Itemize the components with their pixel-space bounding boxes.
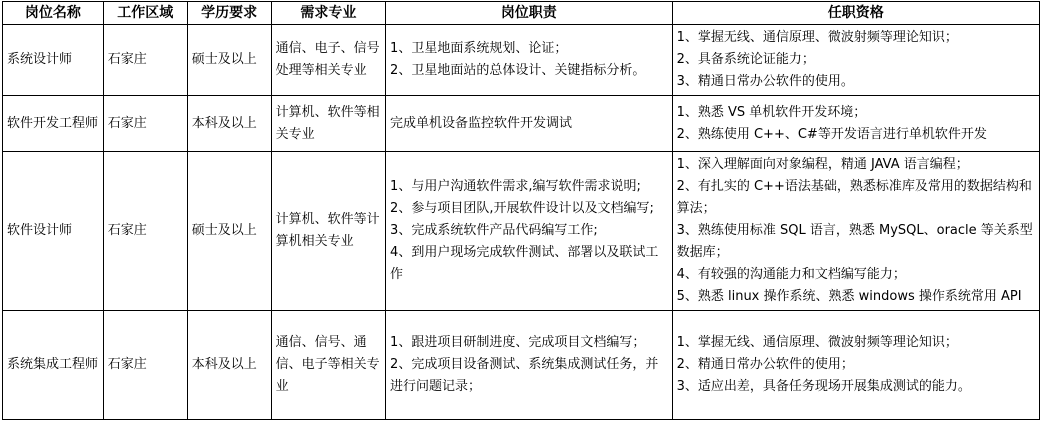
duty-line: 1、跟进项目研制进度、完成项目文档编写； <box>390 335 646 350</box>
table-row <box>3 96 1040 152</box>
cell-major: 计算机、软件等相关专业 <box>271 96 385 152</box>
duty-line: 3、完成系统软件产品代码编写工作; <box>390 223 598 238</box>
cell-position-name: 软件开发工程师 <box>3 96 104 152</box>
qualification-line: 4、有较强的沟通能力和文档编写能力； <box>676 267 906 282</box>
cell-work-area: 石家庄 <box>103 25 187 96</box>
cell-education: 硕士及以上 <box>187 152 271 311</box>
cell-work-area: 石家庄 <box>103 311 187 420</box>
qualification-line: 3、精通日常办公软件的使用。 <box>676 74 854 89</box>
cell-work-area: 石家庄 <box>103 152 187 311</box>
header-qualifications: 任职资格 <box>672 2 1039 25</box>
cell-education: 本科及以上 <box>187 311 271 420</box>
cell-duties <box>386 25 673 96</box>
duty-line: 1、卫星地面系统规划、论证； <box>390 41 568 56</box>
duty-line: 完成单机设备监控软件开发调试 <box>390 115 573 131</box>
qualification-line: 1、熟悉 VS 单机软件开发环境； <box>676 104 867 120</box>
qualification-line: 2、精通日常办公软件的使用； <box>676 357 854 372</box>
qualification-line: 2、具备系统论证能力； <box>676 52 815 67</box>
qualification-line: 2、有扎实的 C++语法基础，熟悉标准库及常用的数据结构和算法； <box>676 179 1032 216</box>
duty-line: 4、到用户现场完成软件测试、部署以及联试工作 <box>390 245 659 282</box>
qualification-line: 2、熟练使用 C++、C#等开发语言进行单机软件开发 <box>676 126 987 142</box>
table-row <box>3 152 1040 311</box>
cell-duties <box>386 96 673 152</box>
cell-qualifications <box>672 311 1039 420</box>
cell-position-name: 系统设计师 <box>3 25 104 96</box>
duty-line: 2、参与项目团队,开展软件设计以及文档编写; <box>390 201 654 216</box>
table-row <box>3 25 1040 96</box>
cell-work-area: 石家庄 <box>103 96 187 152</box>
cell-education: 硕士及以上 <box>187 25 271 96</box>
cell-major: 计算机、软件等计算机相关专业 <box>271 152 385 311</box>
qualification-line: 3、熟练使用标准 SQL 语言，熟悉 MySQL、oracle 等关系型数据库； <box>676 223 1033 260</box>
cell-major: 通信、电子、信号处理等相关专业 <box>271 25 385 96</box>
table-row <box>3 311 1040 420</box>
cell-position-name: 软件设计师 <box>3 152 104 311</box>
cell-qualifications <box>672 152 1039 311</box>
table-header-row <box>3 2 1040 25</box>
cell-qualifications <box>672 96 1039 152</box>
qualification-line: 3、适应出差，具备任务现场开展集成测试的能力。 <box>676 379 971 394</box>
header-work-area: 工作区域 <box>103 2 187 25</box>
header-major: 需求专业 <box>271 2 385 25</box>
cell-qualifications <box>672 25 1039 96</box>
qualification-line: 1、掌握无线、通信原理、微波射频等理论知识； <box>676 30 958 45</box>
header-position-name: 岗位名称 <box>3 2 104 25</box>
cell-education: 本科及以上 <box>187 96 271 152</box>
qualification-line: 1、掌握无线、通信原理、微波射频等理论知识； <box>676 335 958 350</box>
header-duties: 岗位职责 <box>386 2 673 25</box>
header-education: 学历要求 <box>187 2 271 25</box>
duty-line: 2、完成项目设备测试、系统集成测试任务，并进行问题记录； <box>390 357 659 394</box>
cell-position-name: 系统集成工程师 <box>3 311 104 420</box>
cell-major: 通信、信号、通信、电子等相关专业 <box>271 311 385 420</box>
qualification-line: 5、熟悉 linux 操作系统、熟悉 windows 操作系统常用 API <box>676 289 1022 304</box>
duty-line: 1、与用户沟通软件需求,编写软件需求说明; <box>390 179 641 194</box>
cell-duties <box>386 311 673 420</box>
qualification-line: 1、深入理解面向对象编程，精通 JAVA 语言编程； <box>676 157 969 172</box>
duty-line: 2、卫星地面站的总体设计、关键指标分析。 <box>390 63 646 78</box>
job-requirements-table <box>2 1 1040 420</box>
cell-duties <box>386 152 673 311</box>
